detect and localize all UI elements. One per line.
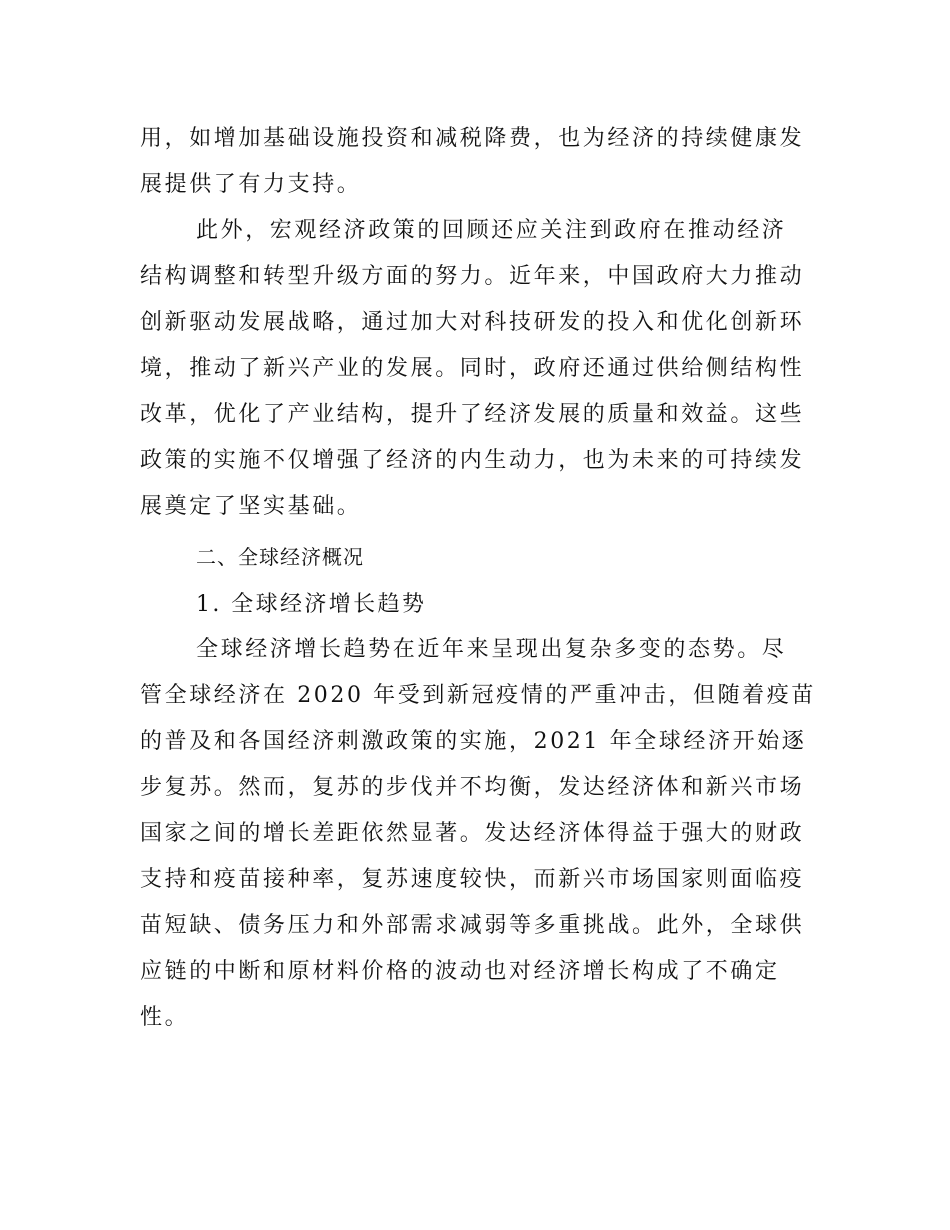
paragraph-line: 此外，宏观经济政策的回顾还应关注到政府在推动经济 (196, 218, 787, 243)
paragraph-line: 用，如增加基础设施投资和减税降费，也为经济的持续健康发 (140, 126, 805, 151)
paragraph-line: 全球经济增长趋势在近年来呈现出复杂多变的态势。尽 (196, 637, 787, 662)
paragraph-line: 支持和疫苗接种率，复苏速度较快，而新兴市场国家则面临疫 (140, 867, 805, 892)
paragraph-line: 境，推动了新兴产业的发展。同时，政府还通过供给侧结构性 (140, 356, 805, 381)
section-heading: 二、全球经济概况 (196, 545, 364, 569)
paragraph-line: 改革，优化了产业结构，提升了经济发展的质量和效益。这些 (140, 402, 805, 427)
paragraph-line: 展奠定了坚实基础。 (140, 494, 362, 519)
paragraph-line: 的普及和各国经济刺激政策的实施，2021 年全球经济开始逐 (140, 729, 807, 754)
paragraph-structural-reform (140, 208, 820, 530)
subsection-heading: 1. 全球经济增长趋势 (196, 592, 427, 617)
paragraph-policy-support (140, 116, 820, 208)
paragraph-line: 性。 (140, 1005, 190, 1030)
paragraph-line: 苗短缺、债务压力和外部需求减弱等多重挑战。此外，全球供 (140, 913, 805, 938)
paragraph-line: 管全球经济在 2020 年受到新冠疫情的严重冲击，但随着疫苗 (140, 683, 816, 708)
paragraph-line: 政策的实施不仅增强了经济的内生动力，也为未来的可持续发 (140, 448, 805, 473)
paragraph-line: 结构调整和转型升级方面的努力。近年来，中国政府大力推动 (140, 264, 805, 289)
paragraph-line: 步复苏。然而，复苏的步伐并不均衡，发达经济体和新兴市场 (140, 775, 805, 800)
paragraph-line: 展提供了有力支持。 (140, 172, 362, 197)
paragraph-line: 创新驱动发展战略，通过加大对科技研发的投入和优化创新环 (140, 310, 805, 335)
paragraph-global-growth (140, 627, 820, 1041)
paragraph-line: 国家之间的增长差距依然显著。发达经济体得益于强大的财政 (140, 821, 805, 846)
paragraph-line: 应链的中断和原材料价格的波动也对经济增长构成了不确定 (140, 959, 780, 984)
